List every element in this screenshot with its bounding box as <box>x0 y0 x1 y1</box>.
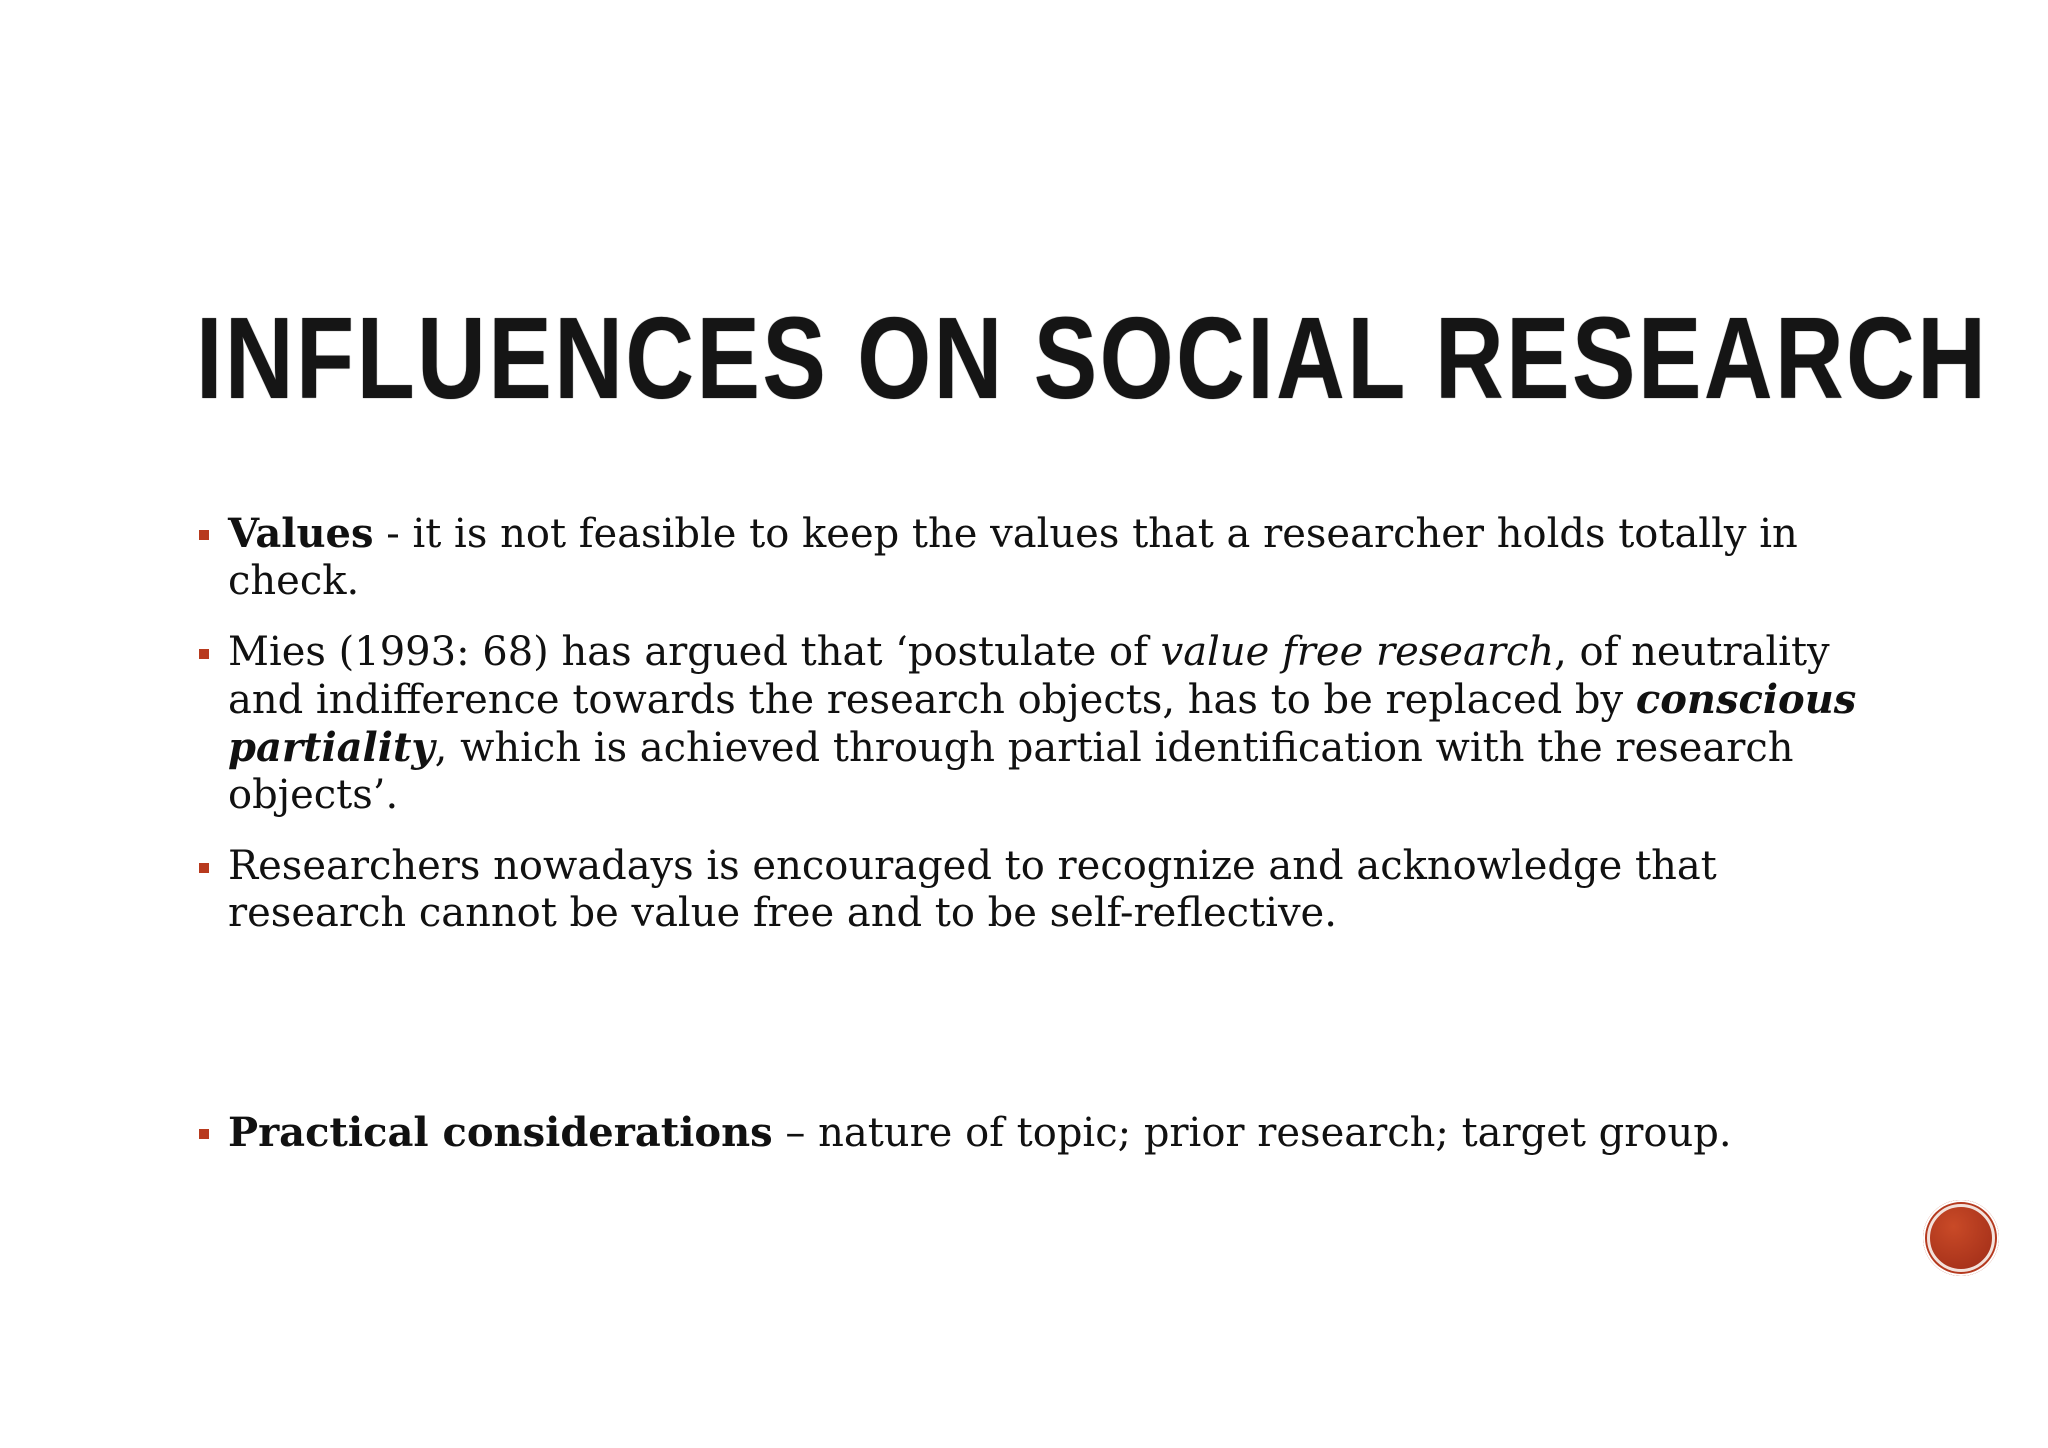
bullet-square-icon <box>199 530 209 540</box>
bullet-lead: Practical considerations <box>228 1109 773 1156</box>
bullet-square-icon <box>199 1129 209 1139</box>
slide-title: INFLUENCES ON SOCIAL RESEARCH <box>196 293 1989 423</box>
bullet-text: – nature of topic; prior research; target group. <box>772 1110 1732 1156</box>
bullet-square-icon <box>199 863 209 873</box>
bullet-italic-term: value free research <box>1160 629 1555 675</box>
bullet-square-icon <box>199 649 209 659</box>
bullet-values <box>196 510 1896 605</box>
bullet-bold-italic-term: conscious partiality <box>228 676 1857 771</box>
bullet-mies-quote <box>196 629 1896 819</box>
slide-number-badge-icon <box>1923 1200 1999 1276</box>
bullet-text: Mies (1993: 68) has argued that ‘postulate of <box>228 629 1161 675</box>
bullet-text: , of neutrality and indifference towards the research objects, has to be replaced by <box>228 629 1830 723</box>
bullet-text: - it is not feasible to keep the values that a researcher holds totally in check. <box>228 511 1798 604</box>
bullet-self-reflective <box>196 843 1896 937</box>
bullet-text: Researchers nowadays is encouraged to recognize and acknowledge that research cannot be value free and to be self-reflective. <box>228 843 1717 936</box>
bullet-list <box>196 510 1896 1157</box>
bullet-practical <box>196 1109 1896 1157</box>
bullet-lead: Values <box>228 510 374 557</box>
bullet-text: , which is achieved through partial identification with the research objects’. <box>228 725 1794 818</box>
